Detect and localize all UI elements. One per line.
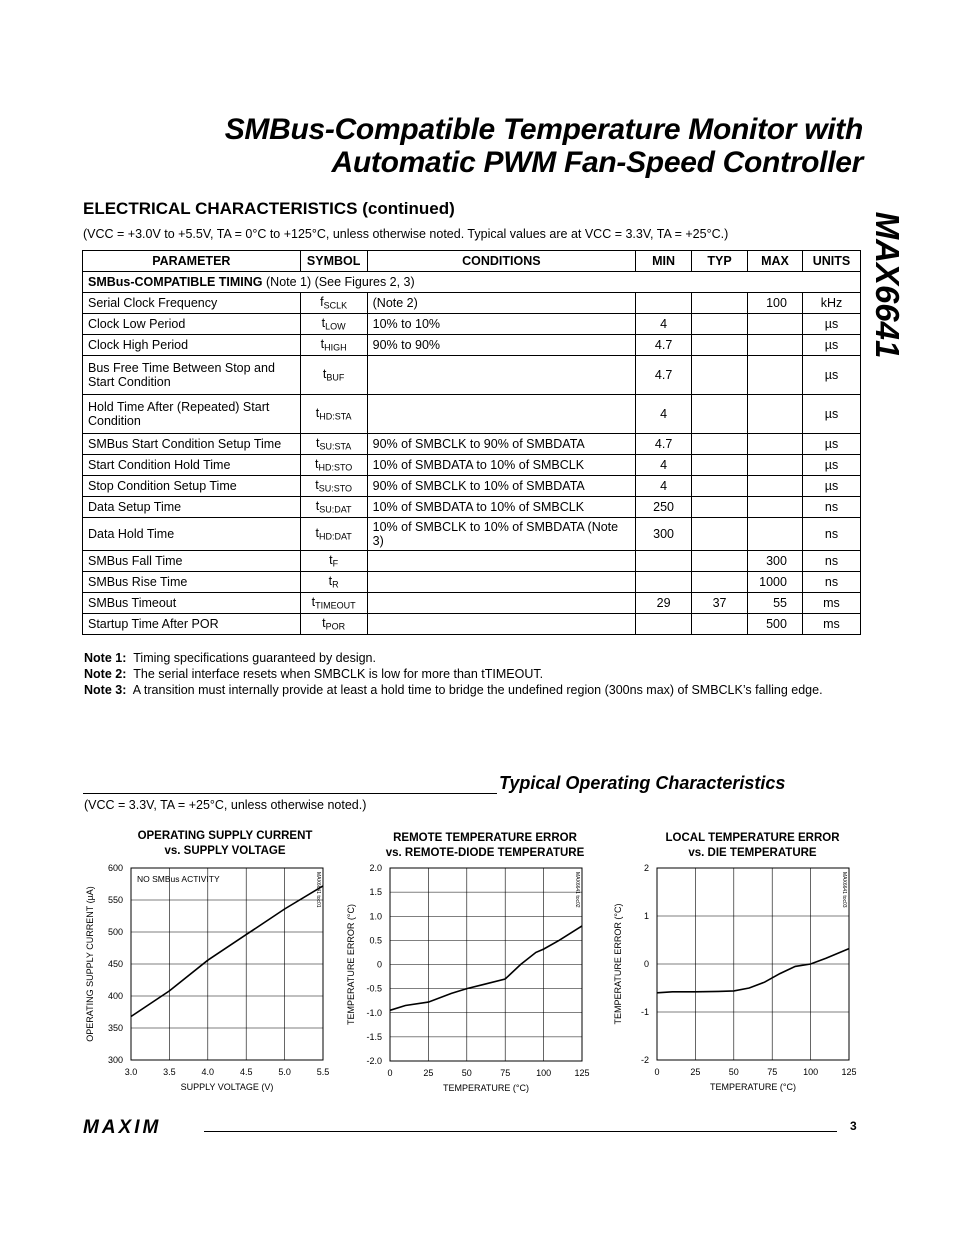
symbol-cell [300, 551, 367, 572]
conditions-cell: 90% of SMBCLK to 90% of SMBDATA [367, 434, 636, 455]
y-tick-label: 2 [643, 863, 649, 873]
y-tick-label: 350 [107, 1023, 123, 1033]
y-tick-label: 1 [643, 911, 649, 921]
x-tick-label: 75 [767, 1067, 778, 1077]
min-cell: 4.7 [636, 434, 692, 455]
chart-1-title: OPERATING SUPPLY CURRENT vs. SUPPLY VOLTAGE [137, 830, 313, 857]
symbol-subscript: HD:DAT [318, 531, 352, 542]
symbol-cell [300, 476, 367, 497]
note-label: Note 1: [84, 651, 127, 665]
table-row [83, 434, 861, 455]
note-label: Note 3: [84, 683, 127, 697]
conditions-cell: (Note 2) [367, 293, 636, 314]
typ-cell [692, 497, 748, 518]
table-row [83, 293, 861, 314]
symbol-cell [300, 395, 367, 434]
table-row [83, 314, 861, 335]
typ-cell [692, 335, 748, 356]
conditions-cell [367, 395, 636, 434]
max-cell: 100 [748, 293, 803, 314]
chart-local-temp-error [605, 860, 865, 1100]
min-cell: 4 [636, 314, 692, 335]
units-cell: ms [802, 614, 860, 635]
symbol-subscript: POR [325, 621, 346, 632]
symbol-subscript: SCLK [323, 300, 348, 311]
units-cell: µs [802, 335, 860, 356]
note-text: A transition must internally provide at least a hold time to bridge the undefined region (300ns max) of SMBCLK’s falling edge. [132, 683, 823, 697]
x-tick-label: 25 [423, 1068, 434, 1078]
note-label: Note 2: [84, 667, 127, 681]
max-cell: 300 [748, 551, 803, 572]
table-row [83, 335, 861, 356]
min-cell: 4.7 [636, 335, 692, 356]
header-parameter: PARAMETER [83, 251, 301, 272]
conditions-cell: 90% to 90% [367, 335, 636, 356]
conditions-cell [367, 614, 636, 635]
min-cell: 4 [636, 395, 692, 434]
symbol-subscript: HD:STO [318, 462, 353, 473]
spec-table [82, 250, 861, 635]
toc-heading: Typical Operating Characteristics [499, 773, 786, 793]
symbol-base: t [315, 436, 320, 451]
max-cell: 1000 [748, 572, 803, 593]
typ-cell [692, 293, 748, 314]
typ-cell [692, 614, 748, 635]
conditions-cell: 10% of SMBDATA to 10% of SMBCLK [367, 455, 636, 476]
header-typ: TYP [692, 251, 748, 272]
y-tick-label: 0 [376, 959, 382, 970]
y-axis-label: TEMPERATURE ERROR (°C) [613, 903, 623, 1025]
conditions-cell: 10% of SMBCLK to 10% of SMBDATA (Note 3) [367, 518, 636, 551]
typ-cell [692, 434, 748, 455]
param-cell: Clock Low Period [83, 314, 301, 335]
param-cell: Stop Condition Setup Time [83, 476, 301, 497]
data-series-line [131, 886, 323, 1017]
y-axis-label: OPERATING SUPPLY CURRENT (µA) [85, 886, 95, 1042]
chart-supply-current [85, 860, 345, 1100]
conditions-cell [367, 593, 636, 614]
table-row [83, 572, 861, 593]
typ-cell [692, 395, 748, 434]
x-tick-label: 125 [574, 1068, 590, 1078]
symbol-base: t [329, 553, 333, 568]
y-tick-label: 600 [107, 863, 123, 873]
symbol-subscript: SU:STO [318, 483, 353, 494]
conditions-cell: 90% of SMBCLK to 10% of SMBDATA [367, 476, 636, 497]
table-row [83, 497, 861, 518]
symbol-base: t [328, 574, 333, 589]
ec-conditions: (VCC = +3.0V to +5.5V, TA = 0°C to +125°C, unless otherwise noted. Typical values are at VCC = 3.3V, TA = +25°C.) [83, 227, 729, 241]
max-cell [748, 395, 803, 434]
toc-conditions: (VCC = 3.3V, TA = +25°C, unless otherwise noted.) [84, 798, 367, 812]
symbol-cell [300, 497, 367, 518]
param-cell: Start Condition Hold Time [83, 455, 301, 476]
x-tick-label: 3.0 [124, 1067, 138, 1077]
max-cell [748, 314, 803, 335]
symbol-base: t [320, 337, 325, 352]
x-tick-label: 125 [841, 1067, 857, 1077]
title-line-1: SMBus-Compatible Temperature Monitor with [224, 113, 863, 146]
symbol-cell [300, 356, 367, 395]
chart-3-title: LOCAL TEMPERATURE ERROR vs. DIE TEMPERATURE [665, 832, 840, 859]
symbol-subscript: LOW [325, 321, 346, 332]
symbol-cell [300, 335, 367, 356]
min-cell [636, 572, 692, 593]
header-symbol: SYMBOL [300, 251, 367, 272]
symbol-subscript: TIMEOUT [315, 600, 356, 611]
symbol-subscript: R [332, 579, 339, 590]
y-tick-label: 550 [107, 895, 123, 905]
table-row [83, 356, 861, 395]
max-cell [748, 476, 803, 497]
units-cell: ns [802, 518, 860, 551]
chart-remote-temp-error [340, 860, 600, 1100]
symbol-subscript: SU:STA [319, 441, 352, 452]
param-cell: Bus Free Time Between Stop and Start Condition [83, 356, 301, 395]
table-header-row [83, 251, 861, 272]
param-cell: SMBus Fall Time [83, 551, 301, 572]
symbol-cell [300, 455, 367, 476]
y-tick-label: 300 [107, 1055, 123, 1065]
max-cell: 55 [748, 593, 803, 614]
y-tick-label: -1 [640, 1007, 649, 1017]
y-tick-label: 400 [107, 991, 123, 1001]
chart-2-title: REMOTE TEMPERATURE ERROR vs. REMOTE-DIODE TEMPERATURE [385, 832, 585, 859]
symbol-cell [300, 293, 367, 314]
typ-cell [692, 314, 748, 335]
section-row [83, 272, 861, 293]
y-tick-label: -1.0 [366, 1007, 382, 1018]
symbol-subscript: HD:STA [319, 411, 352, 422]
min-cell [636, 551, 692, 572]
param-cell: Data Hold Time [83, 518, 301, 551]
symbol-cell [300, 314, 367, 335]
x-tick-label: 100 [536, 1068, 552, 1078]
max-cell [748, 335, 803, 356]
min-cell: 4.7 [636, 356, 692, 395]
min-cell [636, 293, 692, 314]
typ-cell [692, 518, 748, 551]
x-tick-label: 3.5 [163, 1067, 176, 1077]
y-tick-label: 500 [107, 927, 123, 937]
symbol-base: t [322, 616, 326, 631]
max-cell [748, 518, 803, 551]
typ-cell [692, 455, 748, 476]
header-min: MIN [636, 251, 692, 272]
param-cell: SMBus Rise Time [83, 572, 301, 593]
notes [84, 650, 823, 698]
symbol-subscript: HIGH [324, 342, 347, 353]
min-cell: 300 [636, 518, 692, 551]
x-tick-label: 75 [500, 1068, 511, 1078]
param-cell: Serial Clock Frequency [83, 293, 301, 314]
table-row [83, 455, 861, 476]
units-cell: µs [802, 455, 860, 476]
typ-cell [692, 476, 748, 497]
min-cell: 250 [636, 497, 692, 518]
y-tick-label: 2.0 [369, 863, 382, 873]
min-cell [636, 614, 692, 635]
note-text: The serial interface resets when SMBCLK is low for more than tTIMEOUT. [133, 667, 544, 681]
typ-cell [692, 551, 748, 572]
section-cell [83, 272, 861, 293]
x-tick-label: 50 [728, 1067, 739, 1077]
y-tick-label: -0.5 [366, 983, 382, 994]
section-title: SMBus-COMPATIBLE TIMING [88, 275, 263, 289]
side-part-number [857, 205, 917, 365]
y-tick-label: 0 [643, 959, 649, 969]
symbol-base: t [314, 457, 319, 472]
x-tick-label: 0 [387, 1068, 393, 1078]
note-1 [84, 650, 823, 666]
y-tick-label: 450 [107, 959, 123, 969]
param-cell: SMBus Timeout [83, 593, 301, 614]
units-cell: ns [802, 497, 860, 518]
typ-cell [692, 572, 748, 593]
symbol-cell [300, 518, 367, 551]
part-number-label: MAX6641 [869, 211, 906, 359]
table-row [83, 476, 861, 497]
param-cell: Startup Time After POR [83, 614, 301, 635]
x-tick-label: 0 [654, 1067, 660, 1077]
conditions-cell [367, 572, 636, 593]
max-cell [748, 434, 803, 455]
x-tick-label: 50 [461, 1068, 472, 1078]
x-axis-label: SUPPLY VOLTAGE (V) [180, 1082, 274, 1092]
param-cell: Clock High Period [83, 335, 301, 356]
data-series-line [657, 949, 849, 993]
x-tick-label: 4.0 [201, 1067, 215, 1077]
units-cell: ns [802, 572, 860, 593]
x-tick-label: 100 [803, 1067, 819, 1077]
data-series-line [390, 926, 582, 1010]
param-cell: Data Setup Time [83, 497, 301, 518]
x-axis-label: TEMPERATURE (°C) [443, 1083, 529, 1093]
y-tick-label: -1.5 [366, 1031, 382, 1042]
x-tick-label: 5.0 [278, 1067, 291, 1077]
symbol-cell [300, 434, 367, 455]
symbol-cell [300, 572, 367, 593]
symbol-cell [300, 593, 367, 614]
units-cell: µs [802, 395, 860, 434]
document-title [225, 113, 863, 179]
symbol-cell [300, 614, 367, 635]
chart-annotation: NO SMBus ACTIVITY [137, 874, 220, 884]
max-cell: 500 [748, 614, 803, 635]
table-row [83, 614, 861, 635]
symbol-base: t [315, 406, 320, 421]
symbol-subscript: SU:DAT [319, 504, 352, 515]
units-cell: kHz [802, 293, 860, 314]
units-cell: µs [802, 434, 860, 455]
min-cell: 4 [636, 476, 692, 497]
x-tick-label: 5.5 [316, 1067, 330, 1077]
units-cell: ms [802, 593, 860, 614]
units-cell: µs [802, 314, 860, 335]
y-axis-label: TEMPERATURE ERROR (°C) [346, 904, 356, 1025]
typ-cell: 37 [692, 593, 748, 614]
conditions-cell [367, 551, 636, 572]
note-text: Timing specifications guaranteed by design. [133, 651, 376, 665]
max-cell [748, 356, 803, 395]
y-tick-label: 1.0 [369, 911, 382, 922]
x-tick-label: 25 [690, 1067, 701, 1077]
page-number: 3 [850, 1119, 857, 1133]
conditions-cell [367, 356, 636, 395]
x-tick-label: 4.5 [239, 1067, 253, 1077]
symbol-base: f [320, 295, 324, 310]
table-row [83, 395, 861, 434]
header-conditions: CONDITIONS [367, 251, 636, 272]
section-note: (Note 1) (See Figures 2, 3) [262, 275, 415, 289]
min-cell: 29 [636, 593, 692, 614]
toc-rule [83, 793, 497, 794]
x-axis-label: TEMPERATURE (°C) [710, 1082, 796, 1092]
table-row [83, 593, 861, 614]
max-cell [748, 497, 803, 518]
header-max: MAX [748, 251, 803, 272]
table-row [83, 518, 861, 551]
symbol-base: t [322, 367, 327, 382]
symbol-base: t [315, 499, 320, 514]
y-tick-label: -2.0 [366, 1056, 382, 1066]
conditions-cell: 10% of SMBDATA to 10% of SMBCLK [367, 497, 636, 518]
figure-id: MAX6641 toc02 [574, 872, 580, 908]
param-cell: SMBus Start Condition Setup Time [83, 434, 301, 455]
max-cell [748, 455, 803, 476]
table-row [83, 551, 861, 572]
typ-cell [692, 356, 748, 395]
symbol-base: t [321, 316, 326, 331]
units-cell: µs [802, 356, 860, 395]
symbol-base: t [315, 526, 319, 541]
ec-heading: ELECTRICAL CHARACTERISTICS (continued) [83, 199, 455, 218]
figure-id: MAX6641 toc01 [315, 872, 321, 908]
y-tick-label: -2 [640, 1055, 649, 1065]
min-cell: 4 [636, 455, 692, 476]
figure-id: MAX6641 toc03 [841, 872, 847, 908]
y-tick-label: 1.5 [369, 887, 382, 898]
maxim-logo: MAXIM [83, 1117, 162, 1138]
y-tick-label: 0.5 [369, 935, 382, 946]
symbol-base: t [315, 478, 319, 493]
param-cell: Hold Time After (Repeated) Start Condition [83, 395, 301, 434]
header-units: UNITS [802, 251, 860, 272]
symbol-subscript: BUF [326, 372, 345, 383]
units-cell: µs [802, 476, 860, 497]
title-line-2: Automatic PWM Fan-Speed Controller [331, 146, 863, 179]
units-cell: ns [802, 551, 860, 572]
footer-rule [204, 1131, 837, 1132]
symbol-subscript: F [332, 558, 339, 569]
note-3 [84, 682, 823, 698]
symbol-base: t [311, 595, 316, 610]
note-2 [84, 666, 823, 682]
conditions-cell: 10% to 10% [367, 314, 636, 335]
